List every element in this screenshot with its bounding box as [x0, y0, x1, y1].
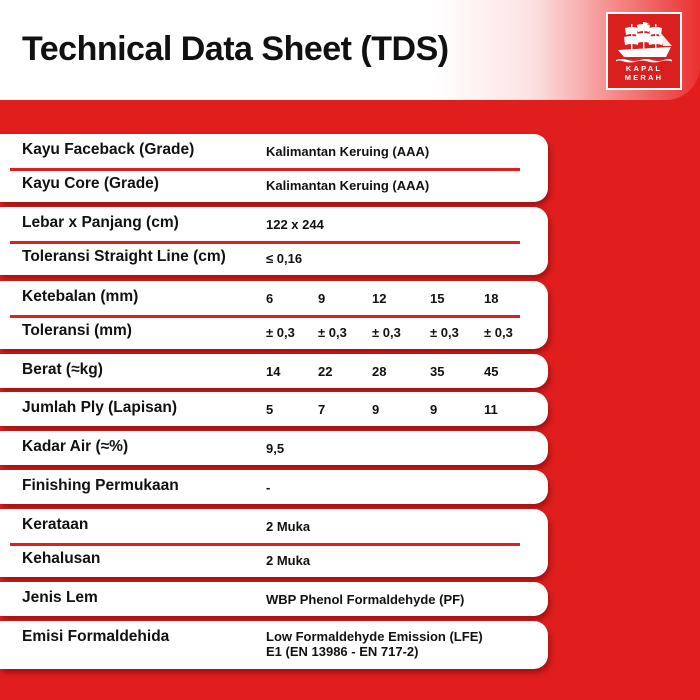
spec-group [0, 431, 548, 465]
spec-value-line: Low Formaldehyde Emission (LFE) [266, 629, 483, 644]
spec-row [0, 543, 548, 577]
spec-row [0, 582, 548, 616]
spec-value-cell: 6 [266, 291, 274, 306]
spec-value-cell: 5 [266, 402, 274, 417]
spec-value-cell: 14 [266, 364, 281, 379]
spec-label: Lebar x Panjang (cm) [22, 214, 179, 231]
spec-row [0, 621, 548, 669]
spec-value-cell: ± 0,3 [266, 325, 295, 340]
spec-value-cell: 22 [318, 364, 333, 379]
spec-value-cell: ± 0,3 [318, 325, 347, 340]
spec-value: 9,5 [266, 441, 285, 456]
spec-value-cell: 35 [430, 364, 445, 379]
spec-value-cell: 45 [484, 364, 499, 379]
spec-value: Kalimantan Keruing (AAA) [266, 178, 430, 193]
spec-label: Kadar Air (≈%) [22, 438, 129, 455]
spec-value-cell: 7 [318, 402, 326, 417]
spec-label: Emisi Formaldehida [22, 628, 170, 645]
spec-value: Kalimantan Keruing (AAA) [266, 144, 430, 159]
spec-label: Jenis Lem [22, 589, 98, 606]
spec-group [0, 207, 548, 275]
spec-value: 2 Muka [266, 553, 311, 568]
spec-value-cell: 28 [372, 364, 387, 379]
spec-value-cell: 9 [430, 402, 438, 417]
logo-text-line2: MERAH [624, 73, 664, 82]
spec-value: 2 Muka [266, 519, 311, 534]
spec-group [0, 470, 548, 504]
spec-row [0, 207, 548, 241]
spec-value-line: E1 (EN 13986 - EN 717-2) [266, 644, 419, 659]
ship-icon [614, 20, 674, 64]
spec-value-cell: 11 [484, 402, 498, 417]
spec-row [0, 281, 548, 315]
spec-values [0, 402, 548, 418]
spec-values [0, 291, 548, 307]
spec-value-cell: 9 [372, 402, 380, 417]
spec-label: Toleransi (mm) [22, 322, 132, 339]
spec-group [0, 582, 548, 616]
spec-value-cell: 18 [484, 291, 499, 306]
spec-group [0, 354, 548, 388]
spec-row [0, 315, 548, 349]
spec-value: 122 x 244 [266, 217, 324, 232]
logo-text-line1: KAPAL [625, 64, 663, 73]
spec-value: ≤ 0,16 [266, 251, 303, 266]
spec-value-cell: 9 [318, 291, 326, 306]
spec-value-cell: ± 0,3 [484, 325, 513, 340]
spec-label: Kayu Faceback (Grade) [22, 141, 195, 158]
spec-row [0, 168, 548, 202]
spec-row [0, 134, 548, 168]
spec-row [0, 354, 548, 388]
spec-group [0, 281, 548, 349]
header [0, 0, 700, 100]
spec-values [0, 364, 548, 380]
spec-value-cell: 15 [430, 291, 445, 306]
spec-value-cell: ± 0,3 [430, 325, 459, 340]
page-title: Technical Data Sheet (TDS) [22, 30, 449, 68]
spec-value: WBP Phenol Formaldehyde (PF) [266, 592, 465, 607]
spec-row [0, 509, 548, 543]
spec-label: Jumlah Ply (Lapisan) [22, 399, 178, 416]
spec-row [0, 392, 548, 426]
spec-label: Finishing Permukaan [22, 477, 179, 494]
spec-label: Ketebalan (mm) [22, 288, 139, 305]
spec-label: Toleransi Straight Line (cm) [22, 248, 226, 265]
spec-row [0, 470, 548, 504]
spec-label: Kehalusan [22, 550, 101, 567]
spec-value: - [266, 480, 271, 495]
spec-row [0, 431, 548, 465]
brand-logo [606, 12, 682, 90]
spec-label: Berat (≈kg) [22, 361, 103, 378]
spec-group [0, 509, 548, 577]
spec-value [266, 629, 536, 659]
spec-value-cell: ± 0,3 [372, 325, 401, 340]
spec-value-cell: 12 [372, 291, 387, 306]
spec-group [0, 134, 548, 202]
spec-label: Kayu Core (Grade) [22, 175, 159, 192]
spec-row [0, 241, 548, 275]
spec-label: Kerataan [22, 516, 89, 533]
spec-group [0, 621, 548, 669]
spec-group [0, 392, 548, 426]
spec-values [0, 325, 548, 341]
